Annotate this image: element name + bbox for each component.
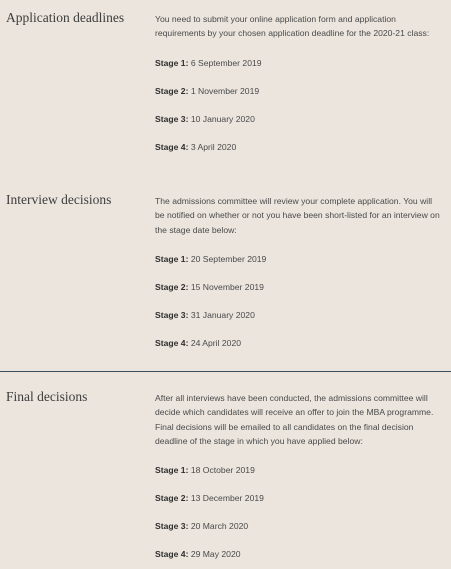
section-intro: You need to submit your online application form and application requirements by your chosen application deadline for the 2020-21 class:: [155, 14, 430, 39]
stage-date: 1 November 2019: [190, 85, 260, 96]
stage-date: 13 December 2019: [190, 493, 264, 504]
application-deadlines-section: [0, 10, 451, 160]
section-title: Interview decisions: [6, 192, 112, 207]
stage-row: [155, 49, 443, 77]
stage-date: 10 January 2020: [190, 113, 255, 124]
stage-row: [155, 105, 443, 133]
section-body: [155, 12, 443, 161]
final-decisions-section: [0, 389, 451, 569]
stage-label: Stage 1:: [155, 253, 189, 264]
stage-row: [155, 245, 443, 273]
stage-row: [155, 301, 443, 329]
section-intro: The admissions committee will review your complete application. You will be notified on whether or not you have been short-listed for an interview on the stage date below:: [155, 196, 440, 235]
stage-date: 15 November 2019: [190, 281, 264, 292]
stage-label: Stage 2:: [155, 493, 189, 504]
stage-date: 20 September 2019: [190, 253, 267, 264]
section-divider: [0, 371, 451, 372]
stage-label: Stage 2:: [155, 281, 189, 292]
stage-label: Stage 3:: [155, 113, 189, 124]
stage-row: [155, 512, 443, 540]
stage-label: Stage 2:: [155, 85, 189, 96]
interview-decisions-section: [0, 192, 451, 357]
section-title: Application deadlines: [6, 10, 125, 25]
stage-label: Stage 4:: [155, 141, 189, 152]
stage-label: Stage 1:: [155, 57, 189, 68]
stage-date: 6 September 2019: [190, 57, 262, 68]
section-body: [155, 194, 443, 357]
stage-date: 31 January 2020: [190, 309, 255, 320]
stage-row: [155, 77, 443, 105]
stage-row: [155, 456, 443, 484]
section-intro: After all interviews have been conducted, the admissions committee will decide which candidates will receive an offer to join the MBA programme. Final decisions will be emailed to all candidates on the final decision deadline of the stage in which you have applied below:: [155, 393, 434, 446]
stage-date: 20 March 2020: [190, 521, 249, 532]
section-title: Final decisions: [6, 389, 88, 404]
stage-row: [155, 273, 443, 301]
stage-date: 24 April 2020: [190, 337, 241, 348]
stage-row: [155, 133, 443, 161]
stage-label: Stage 1:: [155, 465, 189, 476]
stage-label: Stage 4:: [155, 549, 189, 560]
stage-date: 3 April 2020: [190, 141, 237, 152]
stage-row: [155, 329, 443, 357]
stage-date: 18 October 2019: [190, 465, 255, 476]
stage-label: Stage 3:: [155, 309, 189, 320]
stage-row: [155, 484, 443, 512]
stage-label: Stage 3:: [155, 521, 189, 532]
stage-date: 29 May 2020: [190, 549, 241, 560]
stage-label: Stage 4:: [155, 337, 189, 348]
stage-row: [155, 540, 443, 568]
section-body: [155, 391, 443, 568]
